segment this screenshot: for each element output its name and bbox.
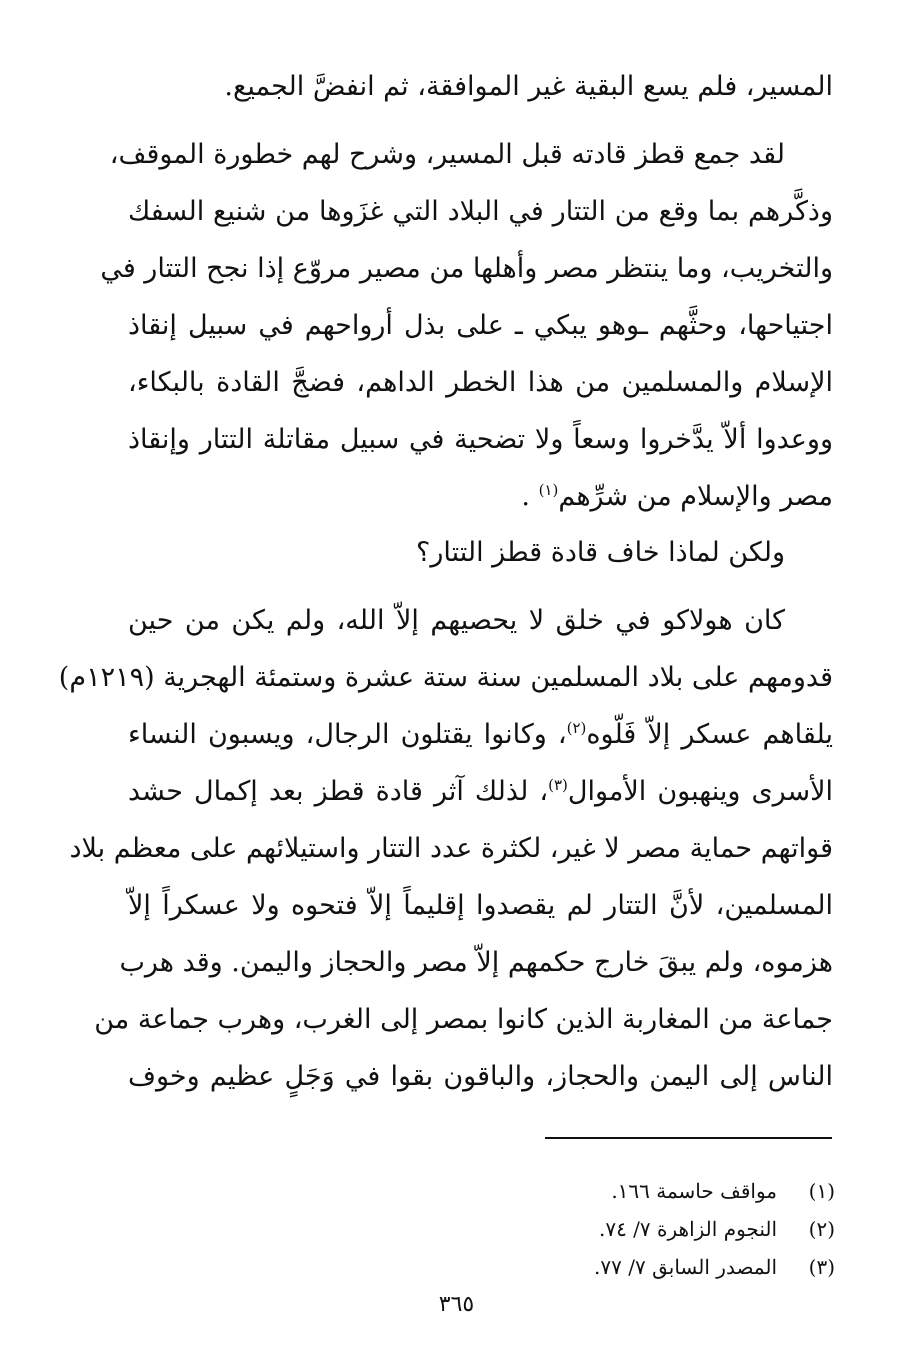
paragraph-2 (100, 126, 833, 525)
text-line (128, 706, 833, 763)
text-line: المسير، فلم يسع البقية غير الموافقة، ثم انفضَّ الجميع. (224, 71, 833, 102)
text-line: ووعدوا ألاّ يدَّخروا وسعاً ولا تضحية في سبيل مقاتلة التتار وإنقاذ (128, 424, 833, 455)
text-line: وذكَّرهم بما وقع من التتار في البلاد التي غزَوها من شنيع السفك (128, 196, 833, 227)
paragraph-1 (128, 58, 833, 115)
text-segment: يلقاهم عسكر إلاّ فَلّوه (586, 719, 833, 750)
footnote-divider (545, 1137, 832, 1139)
text-segment: ، وكانوا يقتلون الرجال، ويسبون النساء (128, 719, 567, 750)
footnote-number: (٣) (808, 1255, 835, 1279)
footnotes (430, 1172, 835, 1286)
text-segment: ، لذلك آثر قادة قطز بعد إكمال حشد (128, 776, 549, 807)
text-line: جماعة من المغاربة الذين كانوا بمصر إلى الغرب، وهرب جماعة من (94, 1004, 833, 1035)
period: . (521, 481, 539, 512)
text-line: هزموه، ولم يبقَ خارج حكمهم إلاّ مصر والحجاز واليمن. وقد هرب (119, 947, 833, 978)
footnote-1 (430, 1172, 835, 1210)
text-line (128, 763, 833, 820)
text-line: اجتياحها، وحثَّهم ـوهو يبكي ـ على بذل أرواحهم في سبيل إنقاذ (128, 310, 833, 341)
footnote-number: (٢) (808, 1217, 835, 1241)
text-segment: الأسرى وينهبون الأموال (567, 776, 834, 807)
footnote-text: المصدر السابق ٧/ ٧٧. (594, 1255, 777, 1279)
text-line: قواتهم حماية مصر لا غير، لكثرة عدد التتار واستيلائهم على معظم بلاد (69, 833, 833, 864)
footnote-ref-1[interactable]: (١) (538, 481, 559, 499)
footnote-2 (430, 1210, 835, 1248)
text-segment: مصر والإسلام من شرِّهم (558, 481, 833, 512)
text-line: الناس إلى اليمن والحجاز، والباقون بقوا في وَجَلٍ عظيم وخوف (128, 1061, 833, 1092)
text-line: المسلمين، لأنَّ التتار لم يقصدوا إقليماً إلاّ فتحوه ولا عسكراً إلاّ (128, 890, 833, 921)
text-line: والتخريب، وما ينتظر مصر وأهلها من مصير مروّع إذا نجح التتار في (100, 253, 833, 284)
footnote-number: (١) (808, 1179, 835, 1203)
footnote-ref-3[interactable]: (٣) (548, 776, 568, 794)
text-line: ولكن لماذا خاف قادة قطز التتار؟ (415, 537, 785, 568)
text-line: كان هولاكو في خلق لا يحصيهم إلاّ الله، ولم يكن من حين (128, 605, 785, 636)
text-line: لقد جمع قطز قادته قبل المسير، وشرح لهم خطورة الموقف، (109, 139, 785, 170)
footnote-text: مواقف حاسمة ١٦٦. (611, 1179, 777, 1203)
paragraph-4 (58, 592, 834, 1105)
page-number: ٣٦٥ (438, 1292, 475, 1317)
text-line (128, 468, 833, 525)
text-line: الإسلام والمسلمين من هذا الخطر الداهم، فضجَّ القادة بالبكاء، (128, 367, 833, 398)
text-line: قدومهم على بلاد المسلمين سنة ستة عشرة وستمئة الهجرية (١٢١٩م) (58, 662, 833, 693)
footnote-ref-2[interactable]: (٢) (566, 719, 587, 737)
footnote-3 (430, 1248, 835, 1286)
paragraph-3 (128, 524, 833, 581)
footnote-text: النجوم الزاهرة ٧/ ٧٤. (598, 1217, 777, 1241)
